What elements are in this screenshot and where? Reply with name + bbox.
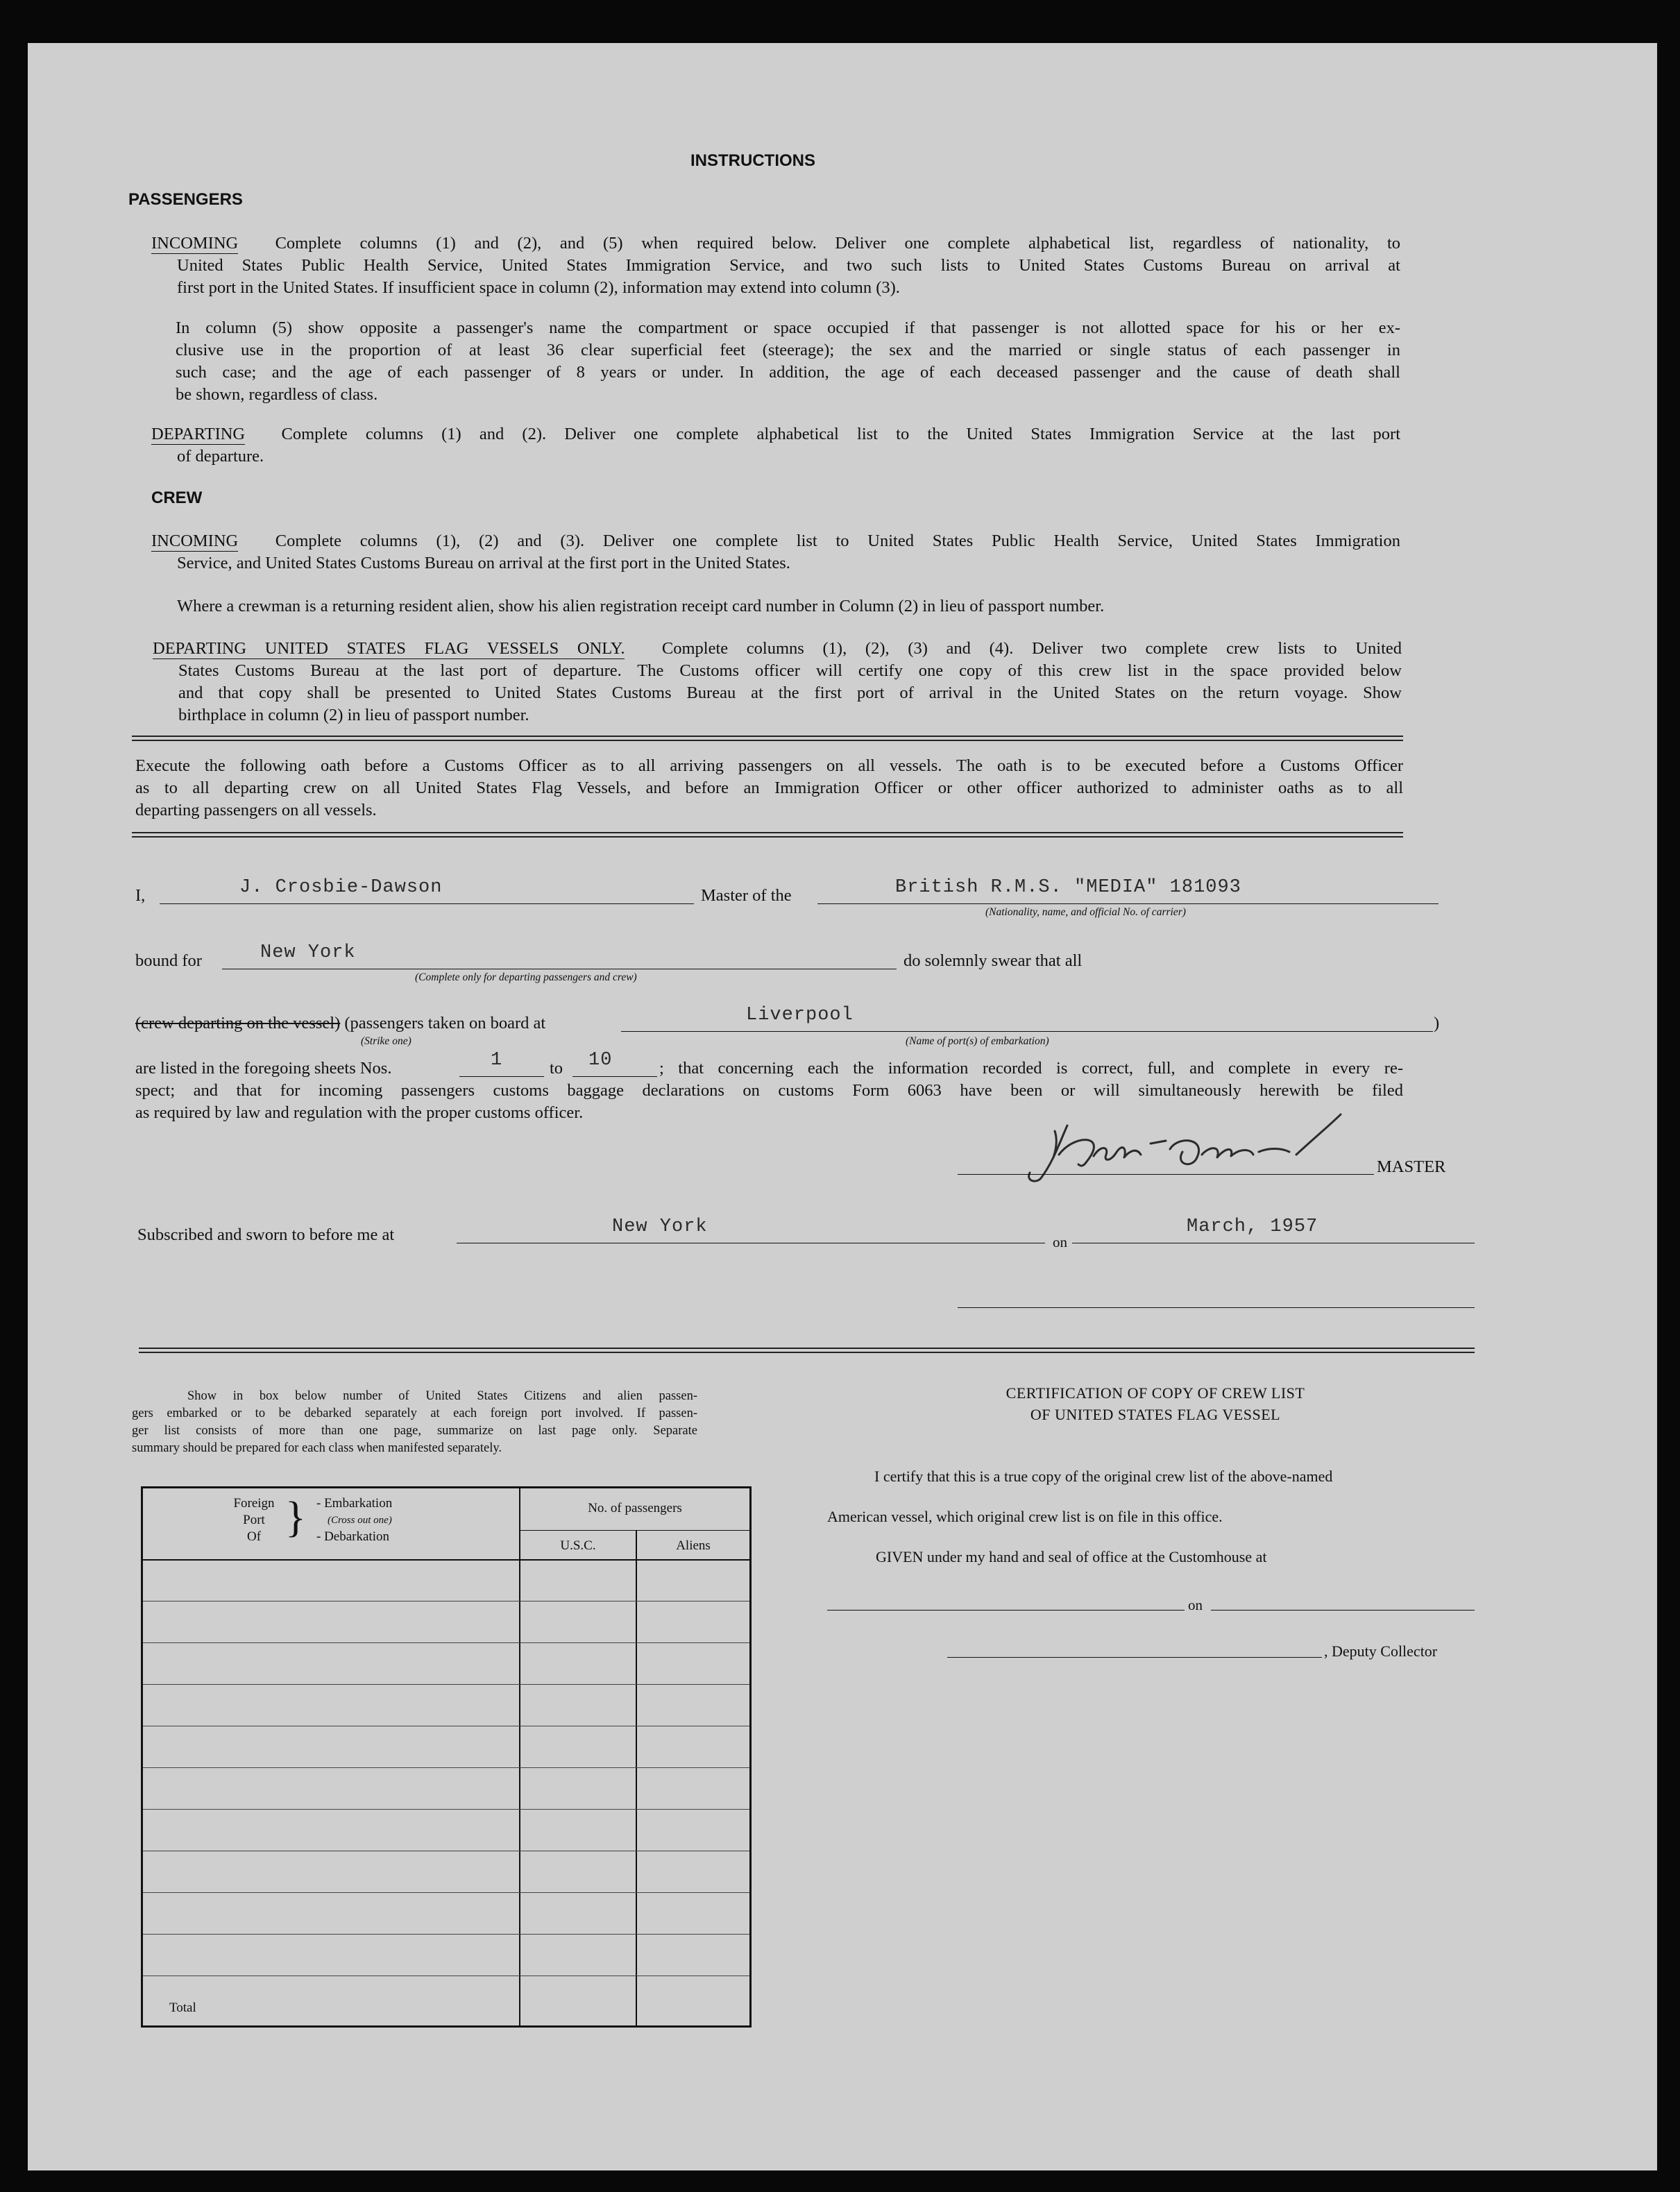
document-page [28, 43, 1657, 2170]
sheet-from-value: 1 [491, 1050, 503, 1071]
table-row [143, 1684, 749, 1685]
listed-label: are listed in the foregoing sheets Nos. [135, 1059, 392, 1078]
passengers-incoming-line: Complete columns (1) and (2), and (5) when required below. Deliver one complete alphabetical list, regardless of nationality, to [275, 234, 1401, 253]
certification-title [854, 1382, 1478, 1425]
instructions-heading: INSTRUCTIONS [690, 151, 815, 170]
master-of-label: Master of the [701, 886, 792, 905]
sworn-date-value: March, 1957 [1187, 1216, 1318, 1237]
master-signature-line [958, 1174, 1374, 1175]
oath-intro-line: departing passengers on all vessels. [135, 801, 377, 819]
deputy-collector-line [947, 1657, 1322, 1658]
passengers-incoming-block [151, 232, 1400, 299]
total-label: Total [169, 2000, 196, 2015]
sworn-on-label: on [1053, 1234, 1067, 1250]
port-line [621, 1031, 1433, 1032]
subscribed-label: Subscribed and sworn to before me at [137, 1225, 395, 1244]
oath-i-label: I, [135, 886, 146, 905]
aliens-header: Aliens [676, 1538, 711, 1553]
passengers-departing-line: of departure. [177, 447, 264, 466]
crew-departing-block [153, 638, 1402, 727]
table-row [143, 1934, 749, 1935]
no-of-passengers-header: No. of passengers [588, 1501, 682, 1515]
summary-note [132, 1388, 697, 1457]
certify-line2: American vessel, which original crew list is on file in this office. [827, 1508, 1223, 1525]
oath-intro-line: as to all departing crew on all United States Flag Vessels, and before an Immigration Officer or other officer authorized to administer oaths as to all [135, 779, 1403, 797]
section-divider [132, 736, 1403, 741]
swear-label: do solemnly swear that all [903, 951, 1083, 970]
crew-departing-struck-text: (crew departing on the vessel) [135, 1014, 341, 1033]
summary-note-line: Show in box below number of United States Citizens and alien passen- [187, 1389, 697, 1403]
crew-departing-label: DEPARTING UNITED STATES FLAG VESSELS ONLY. [153, 639, 625, 658]
master-name-line [160, 903, 694, 904]
to-label: to [550, 1059, 563, 1078]
section-divider [132, 832, 1403, 838]
crew-incoming-label: INCOMING [151, 532, 239, 550]
bound-for-caption: (Complete only for departing passengers and crew) [415, 971, 637, 983]
oath-intro-line: Execute the following oath before a Customs Officer as to all arriving passengers on all vessels. The oath is to be executed before a Customs Officer [135, 756, 1403, 775]
foreign-port-word: Foreign [233, 1496, 275, 1511]
vessel-value: British R.M.S. "MEDIA" 181093 [895, 877, 1241, 898]
crew-departing-line: and that copy shall be presented to United States Customs Bureau at the first port of arrival in the United States on the return voyage. Show [178, 683, 1402, 702]
port-caption: (Name of port(s) of embarkation) [906, 1035, 1049, 1047]
table-row [143, 1892, 749, 1893]
master-name-value: J. Crosbie-Dawson [239, 877, 443, 898]
passengers-incoming-line: first port in the United States. If insufficient space in column (2), information may extend into column (3). [177, 278, 900, 297]
bound-for-value: New York [260, 942, 356, 963]
certification-date-line [1211, 1610, 1475, 1611]
listed-line3: as required by law and regulation with the proper customs officer. [135, 1103, 584, 1122]
sworn-place-value: New York [612, 1216, 708, 1237]
usc-header: U.S.C. [560, 1538, 596, 1553]
table-col-rule [519, 1488, 520, 2025]
foreign-port-word: Port [243, 1513, 265, 1527]
foreign-port-word: Of [246, 1529, 262, 1544]
certification-title-line: CERTIFICATION OF COPY OF CREW LIST [1006, 1384, 1305, 1402]
port-value: Liverpool [746, 1005, 854, 1026]
close-paren: ) [1434, 1014, 1440, 1033]
summary-note-line: ger list consists of more than one page, summarize on last page only. Separate [132, 1424, 697, 1438]
embarkation-options [316, 1495, 392, 1545]
listed-rest: ; that concerning each the information recorded is correct, full, and complete in every re- [659, 1059, 1403, 1078]
embarkation-label: - Embarkation [316, 1496, 393, 1511]
certification-title-line: OF UNITED STATES FLAG VESSEL [1030, 1406, 1281, 1423]
summary-note-line: gers embarked or to be debarked separately at each foreign port involved. If passen- [132, 1407, 697, 1420]
crew-incoming-line: Complete columns (1), (2) and (3). Deliver one complete list to United States Public Health Service, United States Immigration [275, 532, 1400, 550]
strike-one-caption: (Strike one) [361, 1035, 411, 1047]
certify-line1: I certify that this is a true copy of the original crew list of the above-named [874, 1468, 1333, 1485]
column5-line: be shown, regardless of class. [176, 385, 378, 404]
vessel-line [817, 903, 1439, 904]
crew-departing-line: Complete columns (1), (2), (3) and (4). Deliver two complete crew lists to United [661, 639, 1402, 658]
passengers-incoming-label: INCOMING [151, 234, 239, 253]
passengers-title: PASSENGERS [128, 190, 243, 209]
crew-incoming-block [151, 530, 1400, 575]
master-label: MASTER [1377, 1157, 1446, 1176]
customhouse-line [827, 1610, 1185, 1611]
crew-resident-line: Where a crewman is a returning resident alien, show his alien registration receipt card number in Column (2) in lieu of passport number. [177, 597, 1105, 615]
bound-for-label: bound for [135, 951, 202, 970]
given-line: GIVEN under my hand and seal of office at the Customhouse at [876, 1548, 1267, 1565]
passengers-departing-block [151, 423, 1400, 468]
sheet-to-value: 10 [588, 1050, 613, 1071]
vessel-caption: (Nationality, name, and official No. of carrier) [985, 906, 1186, 918]
oath-intro [135, 755, 1403, 822]
debarkation-label: - Debarkation [316, 1529, 389, 1544]
summary-table [141, 1486, 752, 2028]
summary-note-line: summary should be prepared for each class when manifested separately. [132, 1441, 502, 1455]
passengers-departing-label: DEPARTING [151, 425, 246, 443]
column5-paragraph [176, 317, 1400, 406]
crew-incoming-line: Service, and United States Customs Bureau on arrival at the first port in the United States. [177, 554, 790, 572]
foreign-port-header [223, 1495, 285, 1545]
brace-icon: } [285, 1494, 306, 1541]
table-subheader-rule [519, 1530, 749, 1531]
section-divider [139, 1348, 1475, 1353]
table-col-rule [636, 1530, 637, 2025]
crew-departing-line: birthplace in column (2) in lieu of passport number. [178, 706, 529, 724]
certification-on-label: on [1188, 1597, 1203, 1613]
column5-line: such case; and the age of each passenger of 8 years or under. In addition, the age of each deceased passenger and the cause of death shall [176, 363, 1400, 382]
officer-signature-line [958, 1307, 1475, 1308]
deputy-collector-label: , Deputy Collector [1324, 1642, 1438, 1660]
sheet-to-line [572, 1076, 657, 1077]
table-row [143, 1767, 749, 1768]
listed-line2: spect; and that for incoming passengers customs baggage declarations on customs Form 6063 have been or will simultaneously herewith be filed [135, 1081, 1403, 1100]
table-header-rule [143, 1559, 749, 1561]
column5-line: In column (5) show opposite a passenger's name the compartment or space occupied if that passenger is not allotted space for his or her ex- [176, 318, 1400, 337]
sheet-from-line [459, 1076, 544, 1077]
table-row [143, 1809, 749, 1810]
cross-out-caption: (Cross out one) [328, 1515, 392, 1526]
passengers-departing-line: Complete columns (1) and (2). Deliver one complete alphabetical list to the United States Immigration Service at the last port [281, 425, 1401, 443]
passengers-taken-text: (passengers taken on board at [344, 1014, 546, 1033]
crew-departing-line: States Customs Bureau at the last port of departure. The Customs officer will certify one copy of this crew list in the space provided below [178, 661, 1402, 680]
crew-title: CREW [151, 488, 203, 507]
master-signature [1005, 1106, 1421, 1187]
passengers-incoming-line: United States Public Health Service, United States Immigration Service, and two such lists to United States Customs Bureau on arrival at [177, 256, 1400, 275]
column5-line: clusive use in the proportion of at least 36 clear superficial feet (steerage); the sex and the married or single status of each passenger in [176, 341, 1400, 359]
table-row [143, 1642, 749, 1643]
